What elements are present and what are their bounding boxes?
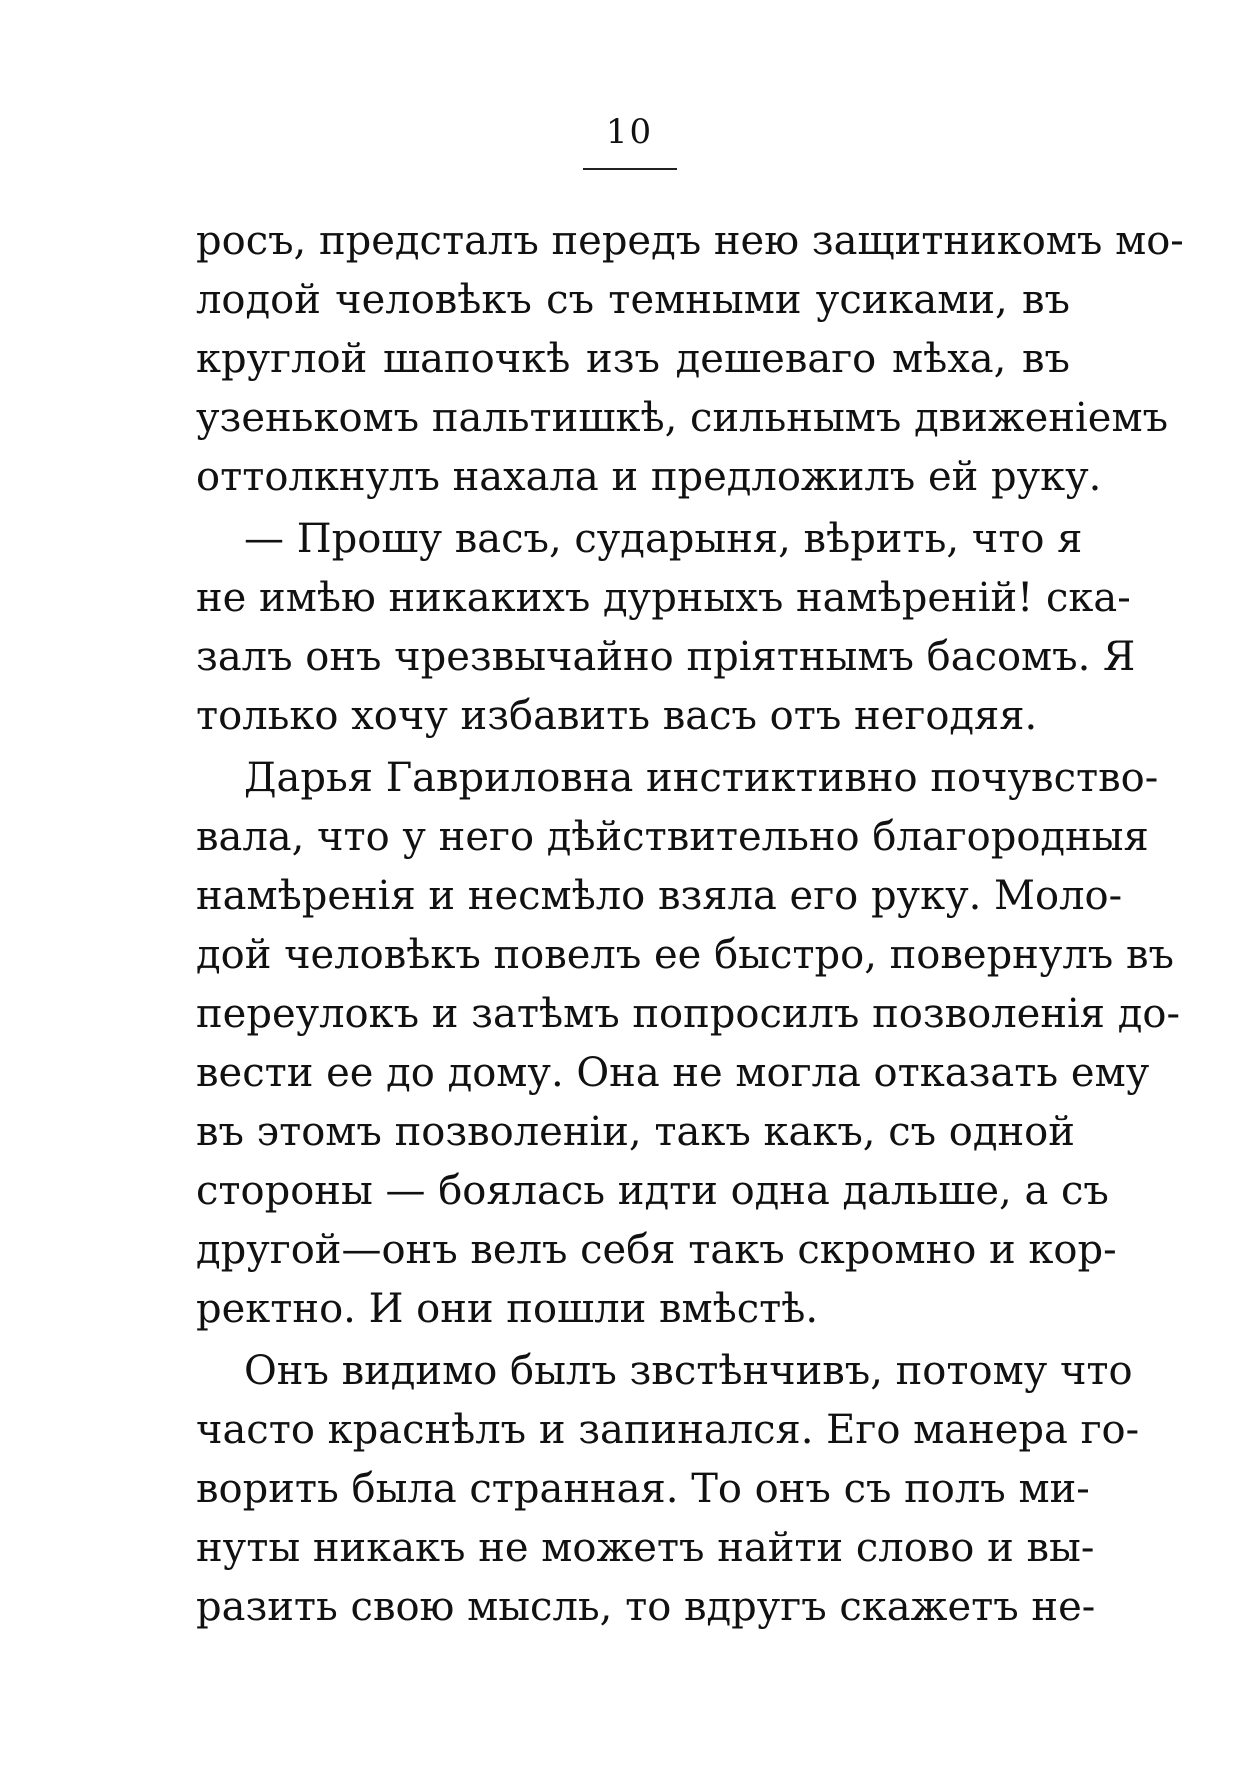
text-line: залъ онъ чрезвычайно пріятнымъ басомъ. Я xyxy=(196,634,1136,680)
text-line: узенькомъ пальтишкѣ, сильнымъ движеніемъ xyxy=(196,395,1169,441)
text-line: въ этомъ позволеніи, такъ какъ, съ одной xyxy=(196,1109,1075,1155)
text-line: Дарья Гавриловна инстиктивно почувство- xyxy=(244,755,1159,801)
text-line: только хочу избавить васъ отъ негодяя. xyxy=(196,693,1038,739)
text-line: не имѣю никакихъ дурныхъ намѣреній! ска- xyxy=(196,575,1131,621)
text-line: росъ, предсталъ передъ нею защитникомъ мо- xyxy=(196,218,1184,264)
text-line: ректно. И они пошли вмѣстѣ. xyxy=(196,1286,819,1332)
text-line: — Прошу васъ, сударыня, вѣрить, что я xyxy=(244,516,1083,562)
paragraph-3 xyxy=(196,749,1180,1339)
text-line: ворить была странная. То онъ съ полъ ми- xyxy=(196,1466,1090,1512)
page-number: 10 xyxy=(605,112,654,152)
text-line: разить свою мысль, то вдругъ скажетъ не- xyxy=(196,1584,1096,1630)
paragraph-2 xyxy=(196,510,1136,746)
paragraph-4 xyxy=(196,1342,1140,1637)
text-line: лодой человѣкъ съ темными усиками, въ xyxy=(196,277,1070,323)
text-line: оттолкнулъ нахала и предложилъ ей руку. xyxy=(196,454,1102,500)
text-line: круглой шапочкѣ изъ дешеваго мѣха, въ xyxy=(196,336,1070,382)
text-line: дой человѣкъ повелъ ее быстро, повернулъ въ xyxy=(196,932,1174,978)
text-line: стороны — боялась идти одна дальше, а съ xyxy=(196,1168,1109,1214)
text-line: переулокъ и затѣмъ попросилъ позволенія до- xyxy=(196,991,1180,1037)
text-line: Онъ видимо былъ звстѣнчивъ, потому что xyxy=(244,1348,1133,1394)
text-line: другой—онъ велъ себя такъ скромно и кор- xyxy=(196,1227,1117,1273)
paragraph-1 xyxy=(196,212,1184,507)
page-number-rule xyxy=(583,168,677,170)
text-line: часто краснѣлъ и запинался. Его манера го- xyxy=(196,1407,1140,1453)
body-text xyxy=(196,212,1184,1637)
text-line: вести ее до дому. Она не могла отказать ему xyxy=(196,1050,1150,1096)
text-line: намѣренія и несмѣло взяла его руку. Моло- xyxy=(196,873,1123,919)
text-line: нуты никакъ не можетъ найти слово и вы- xyxy=(196,1525,1095,1571)
text-line: вала, что у него дѣйствительно благородныя xyxy=(196,814,1149,860)
